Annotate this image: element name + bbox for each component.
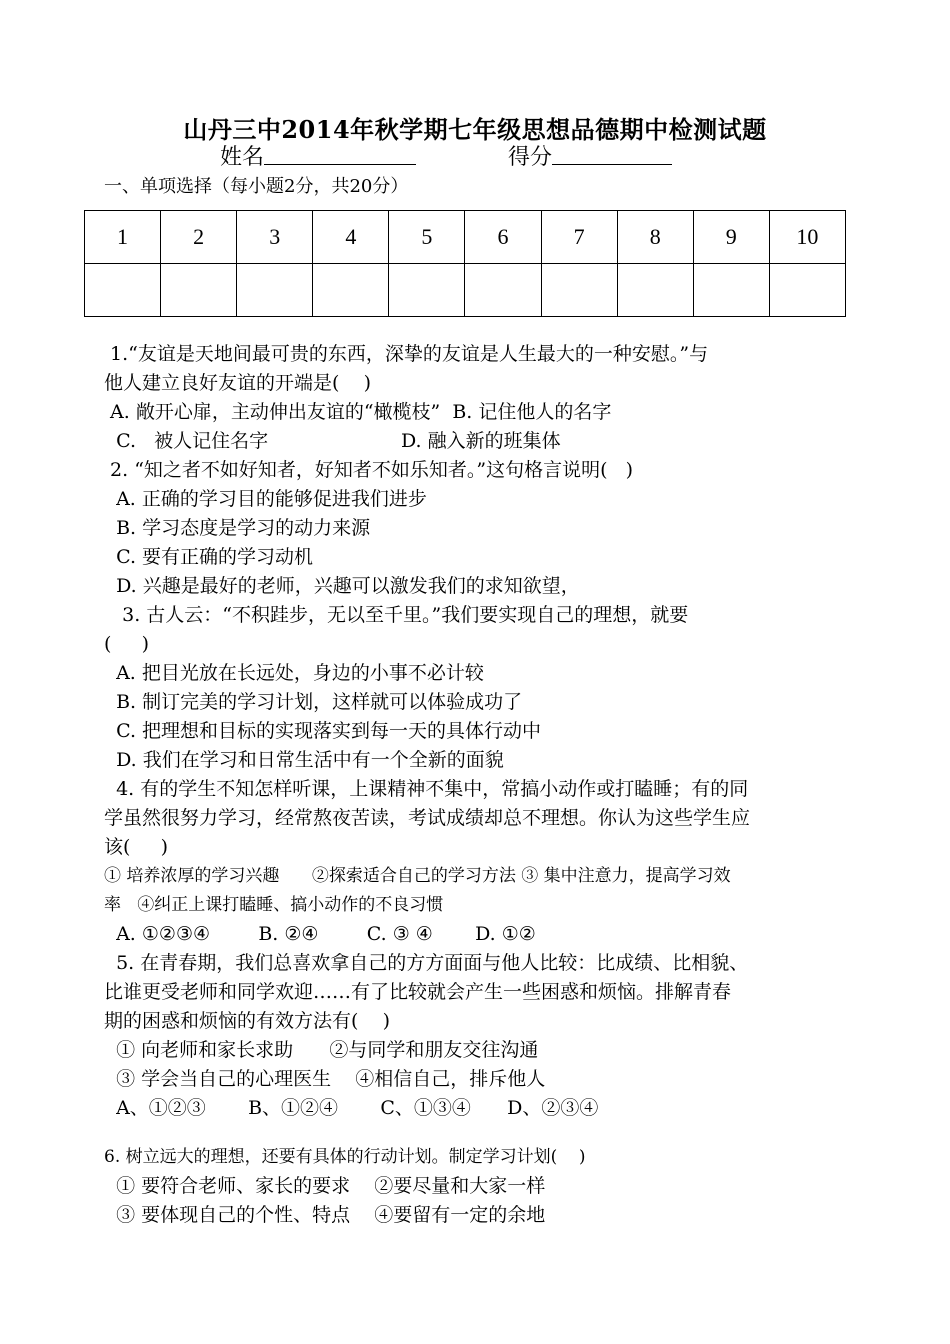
question-2-option-c: C. 要有正确的学习动机 xyxy=(104,546,314,568)
question-5-stem: 比谁更受老师和同学欢迎……有了比较就会产生一些困惑和烦恼。排解青春 xyxy=(104,981,732,1003)
question-1-stem: 1.“友谊是天地间最可贵的东西，深挚的友谊是人生最大的一种安慰。”与 xyxy=(104,343,709,365)
question-6-items: ① 要符合老师、家长的要求 ②要尽量和大家一样 xyxy=(104,1175,546,1197)
answer-number: 9 xyxy=(693,211,769,264)
answer-cell[interactable] xyxy=(693,264,769,317)
question-3-option-d: D. 我们在学习和日常生活中有一个全新的面貌 xyxy=(104,749,504,771)
question-3-option-a: A. 把目光放在长远处，身边的小事不必计较 xyxy=(104,662,484,684)
questions-body xyxy=(104,340,850,1230)
answer-table xyxy=(84,210,846,317)
question-3-stem: 3. 古人云：“不积跬步，无以至千里。”我们要实现自己的理想，就要 xyxy=(104,604,689,626)
answer-cell[interactable] xyxy=(617,264,693,317)
answer-table-number-row xyxy=(85,211,846,264)
question-4-options: A. ①②③④ B. ②④ C. ③ ④ D. ①② xyxy=(104,923,536,945)
question-4-stem: 4. 有的学生不知怎样听课，上课精神不集中，常搞小动作或打瞌睡；有的同 xyxy=(104,778,749,800)
answer-cell[interactable] xyxy=(85,264,161,317)
question-5-stem: 5. 在青春期，我们总喜欢拿自己的方方面面与他人比较：比成绩、比相貌、 xyxy=(104,952,749,974)
question-4-stem: 该( ) xyxy=(104,836,169,858)
answer-cell[interactable] xyxy=(161,264,237,317)
answer-number: 6 xyxy=(465,211,541,264)
name-label: 姓名 xyxy=(220,145,265,170)
score-blank[interactable] xyxy=(552,140,672,165)
question-3-option-c: C. 把理想和目标的实现落实到每一天的具体行动中 xyxy=(104,720,542,742)
question-4-items: ① 培养浓厚的学习兴趣 ②探索适合自己的学习方法 ③ 集中注意力，提高学习效 xyxy=(104,866,731,886)
name-score-row xyxy=(220,140,672,171)
question-1-stem: 他人建立良好友谊的开端是( ) xyxy=(104,372,371,394)
answer-table-blank-row xyxy=(85,264,846,317)
question-2-option-a: A. 正确的学习目的能够促进我们进步 xyxy=(104,488,427,510)
question-4-stem: 学虽然很努力学习，经常熬夜苦读，考试成绩却总不理想。你认为这些学生应 xyxy=(104,807,751,829)
score-label: 得分 xyxy=(508,145,553,170)
question-4-items: 率 ④纠正上课打瞌睡、搞小动作的不良习惯 xyxy=(104,895,444,915)
question-5-stem: 期的困惑和烦恼的有效方法有( ) xyxy=(104,1010,390,1032)
answer-number: 8 xyxy=(617,211,693,264)
question-2-option-b: B. 学习态度是学习的动力来源 xyxy=(104,517,371,539)
question-1-options: A. 敞开心扉，主动伸出友谊的“橄榄枝” B. 记住他人的名字 xyxy=(104,401,612,423)
answer-number: 10 xyxy=(769,211,845,264)
question-5-options: A、①②③ B、①②④ C、①③④ D、②③④ xyxy=(104,1097,599,1119)
answer-number: 2 xyxy=(161,211,237,264)
question-6-items: ③ 要体现自己的个性、特点 ④要留有一定的余地 xyxy=(104,1204,546,1226)
answer-number: 4 xyxy=(313,211,389,264)
answer-number: 1 xyxy=(85,211,161,264)
answer-number: 3 xyxy=(237,211,313,264)
question-1-options: C. 被人记住名字 D. 融入新的班集体 xyxy=(104,430,561,452)
answer-cell[interactable] xyxy=(541,264,617,317)
answer-cell[interactable] xyxy=(465,264,541,317)
exam-title: 山丹三中2014年秋学期七年级思想品德期中检测试题 xyxy=(183,115,767,144)
question-6-stem: 6. 树立远大的理想，还要有具体的行动计划。制定学习计划( ) xyxy=(104,1147,586,1167)
question-3-option-b: B. 制订完美的学习计划，这样就可以体验成功了 xyxy=(104,691,523,713)
question-2-option-d: D. 兴趣是最好的老师，兴趣可以激发我们的求知欲望， xyxy=(104,575,580,597)
answer-number: 5 xyxy=(389,211,465,264)
question-5-items: ① 向老师和家长求助 ②与同学和朋友交往沟通 xyxy=(104,1039,539,1061)
question-5-items: ③ 学会当自己的心理医生 ④相信自己，排斥他人 xyxy=(104,1068,546,1090)
question-2-stem: 2. “知之者不如好知者，好知者不如乐知者。”这句格言说明( ) xyxy=(104,459,634,481)
name-blank[interactable] xyxy=(264,140,416,165)
section-title: 一、单项选择（每小题2分，共20分） xyxy=(104,176,409,197)
answer-cell[interactable] xyxy=(389,264,465,317)
answer-cell[interactable] xyxy=(237,264,313,317)
question-3-stem: ( ) xyxy=(104,633,150,655)
answer-cell[interactable] xyxy=(769,264,845,317)
answer-cell[interactable] xyxy=(313,264,389,317)
answer-number: 7 xyxy=(541,211,617,264)
